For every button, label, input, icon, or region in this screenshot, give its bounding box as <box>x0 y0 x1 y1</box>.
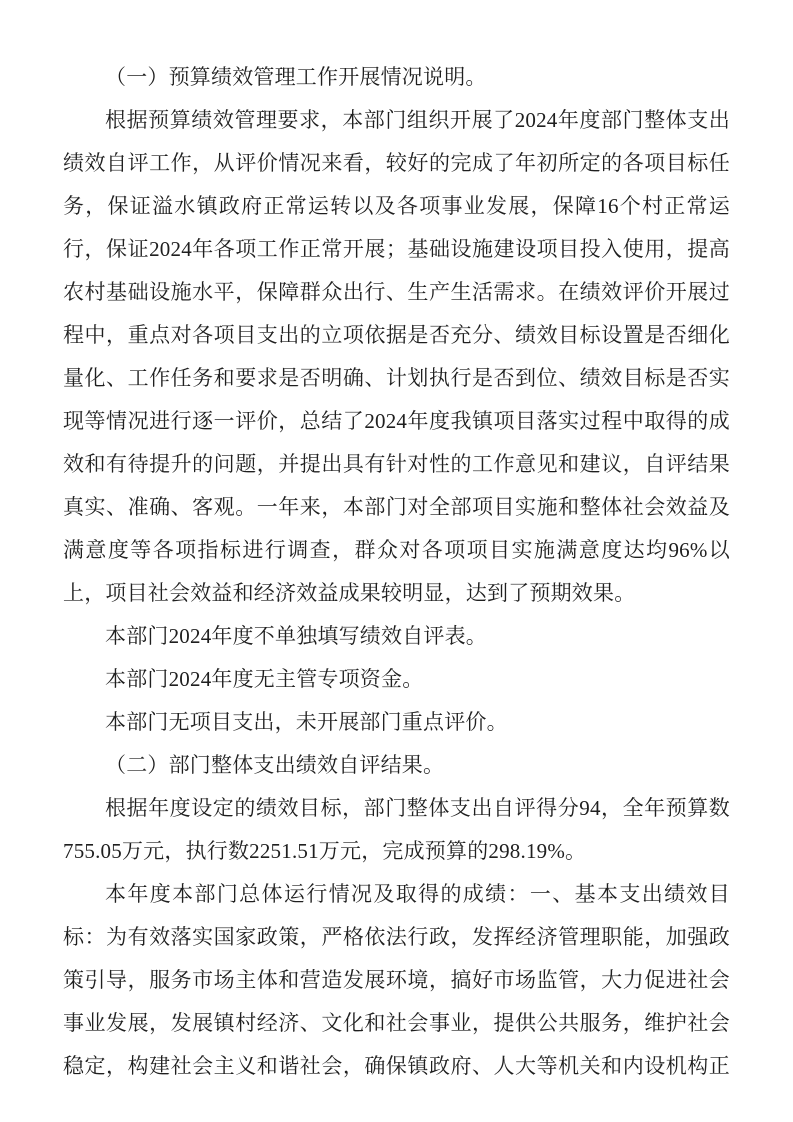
text-line: （一）预算绩效管理工作开展情况说明。 <box>105 65 487 89</box>
text-line: 现等情况进行逐一评价，总结了2024年度我镇项目落实过程中取得的成 <box>63 409 730 433</box>
text-line: （二）部门整体支出绩效自评结果。 <box>105 753 445 777</box>
text-line: 事业发展，发展镇村经济、文化和社会事业，提供公共服务，维护社会 <box>63 1011 730 1035</box>
text-line: 本部门2024年度无主管专项资金。 <box>105 667 424 691</box>
text-line: 标：为有效落实国家政策，严格依法行政，发挥经济管理职能，加强政 <box>63 925 730 949</box>
text-line: 务，保证溢水镇政府正常运转以及各项事业发展，保障16个村正常运 <box>63 194 730 218</box>
text-line: 稳定，构建社会主义和谐社会，确保镇政府、人大等机关和内设机构正 <box>63 1054 730 1078</box>
text-line: 本年度本部门总体运行情况及取得的成绩：一、基本支出绩效目 <box>105 882 730 906</box>
text-line: 本部门无项目支出，未开展部门重点评价。 <box>105 710 508 734</box>
document-body <box>63 56 730 1088</box>
heading-section-2 <box>63 744 730 787</box>
text-line: 农村基础设施水平，保障群众出行、生产生活需求。在绩效评价开展过 <box>63 280 730 304</box>
text-line: 真实、准确、客观。一年来，本部门对全部项目实施和整体社会效益及 <box>63 495 730 519</box>
para-performance-self-evaluation-overview <box>63 99 730 615</box>
heading-section-1 <box>63 56 730 99</box>
text-line: 根据年度设定的绩效目标，部门整体支出自评得分94，全年预算数 <box>105 796 730 820</box>
text-line: 量化、工作任务和要求是否明确、计划执行是否到位、绩效目标是否实 <box>63 366 730 390</box>
para-overall-operation-and-achievements <box>63 873 730 1088</box>
text-line: 效和有待提升的问题，并提出具有针对性的工作意见和建议，自评结果 <box>63 452 730 476</box>
text-line: 本部门2024年度不单独填写绩效自评表。 <box>105 624 487 648</box>
text-line: 根据预算绩效管理要求，本部门组织开展了2024年度部门整体支出 <box>105 108 730 132</box>
text-line: 755.05万元，执行数2251.51万元，完成预算的298.19%。 <box>63 839 587 863</box>
para-no-project-expenditure <box>63 701 730 744</box>
para-no-supervised-special-funds <box>63 658 730 701</box>
text-line: 策引导，服务市场主体和营造发展环境，搞好市场监管，大力促进社会 <box>63 968 730 992</box>
text-line: 绩效自评工作，从评价情况来看，较好的完成了年初所定的各项目标任 <box>63 151 730 175</box>
text-line: 满意度等各项指标进行调查，群众对各项项目实施满意度达均96%以 <box>63 538 730 562</box>
para-self-eval-score-and-budget <box>63 787 730 873</box>
text-line: 程中，重点对各项目支出的立项依据是否充分、绩效目标设置是否细化 <box>63 323 730 347</box>
para-no-separate-self-eval-table <box>63 615 730 658</box>
text-line: 行，保证2024年各项工作正常开展；基础设施建设项目投入使用，提高 <box>63 237 730 261</box>
text-line: 上，项目社会效益和经济效益成果较明显，达到了预期效果。 <box>63 581 636 605</box>
